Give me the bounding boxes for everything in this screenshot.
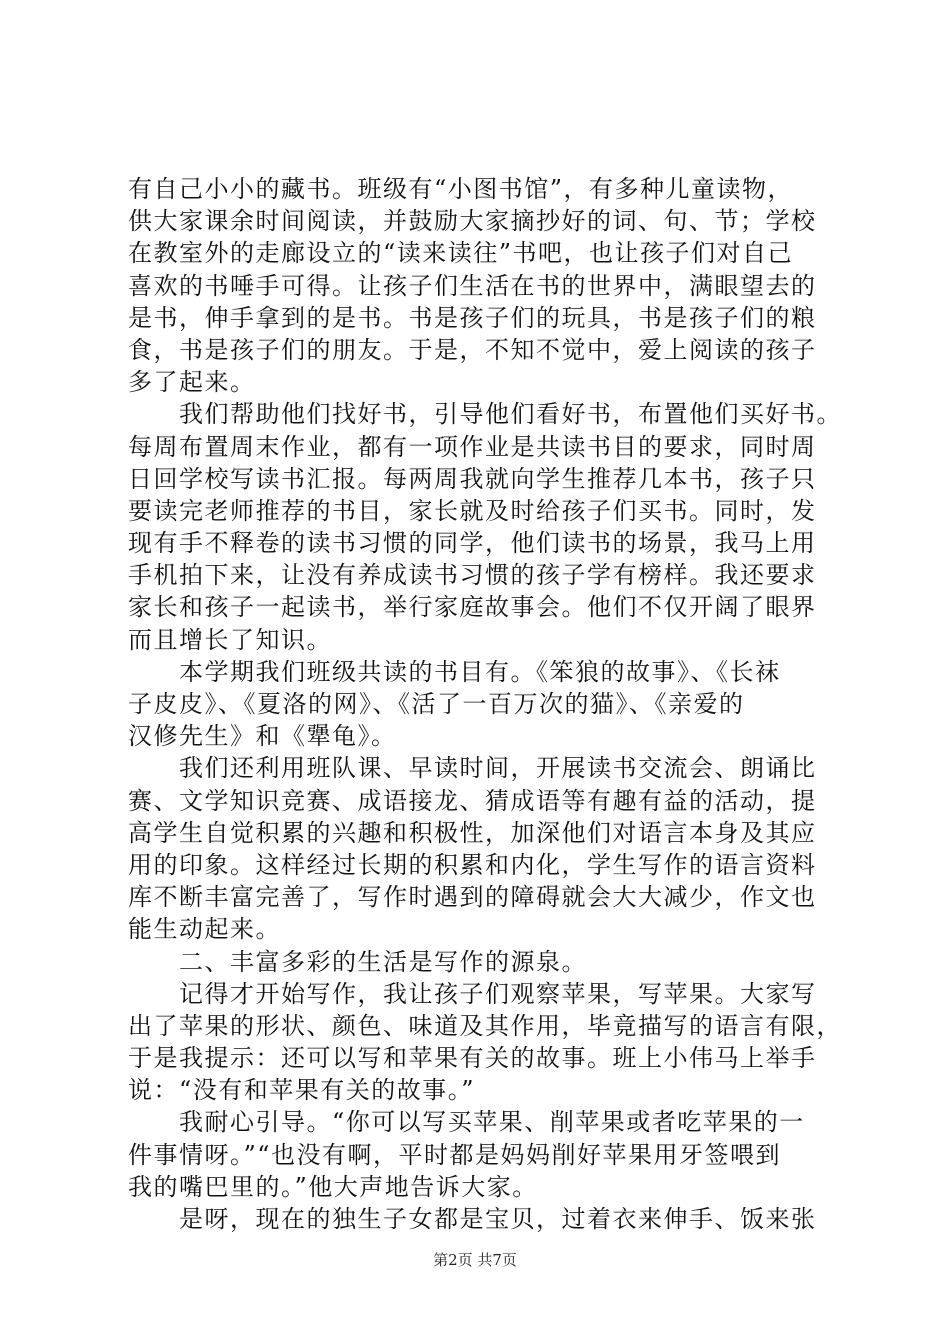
text-line: 库不断丰富完善了，写作时遇到的障碍就会大大减少，作文也 <box>128 883 817 912</box>
text-line: 手机拍下来，让没有养成读书习惯的孩子学有榜样。我还要求 <box>128 561 817 590</box>
text-line: 出了苹果的形状、颜色、味道及其作用，毕竟描写的语言有限， <box>128 1011 842 1040</box>
text-line: 是呀，现在的独生子女都是宝贝，过着衣来伸手、饭来张 <box>128 1205 817 1233</box>
text-line: 是书，伸手拿到的是书。书是孩子们的玩具，书是孩子们的粮 <box>128 303 817 332</box>
text-line: 用的印象。这样经过长期的积累和内化，学生写作的语言资料 <box>128 850 817 879</box>
section-heading: 二、丰富多彩的生活是写作的源泉。 <box>128 947 587 976</box>
text-line: 赛、文学知识竞赛、成语接龙、猜成语等有趣有益的活动，提 <box>128 786 817 815</box>
text-line: 本学期我们班级共读的书目有。《笨狼的故事》、《长袜 <box>128 657 781 686</box>
text-line: 食，书是孩子们的朋友。于是，不知不觉中，爱上阅读的孩子 <box>128 335 817 364</box>
text-line: 件事情呀。”“也没有啊，平时都是妈妈削好苹果用牙签喂到 <box>128 1140 782 1169</box>
text-line: 有自己小小的藏书。班级有“小图书馆”，有多种儿童读物， <box>128 175 794 203</box>
text-line: 供大家课余时间阅读，并鼓励大家摘抄好的词、句、节；学校 <box>128 207 817 236</box>
body-text <box>128 173 842 1235</box>
text-line: 高学生自觉积累的兴趣和积极性，加深他们对语言本身及其应 <box>128 818 817 847</box>
text-line: 喜欢的书唾手可得。让孩子们生活在书的世界中，满眼望去的 <box>128 271 817 300</box>
text-line: 我耐心引导。“你可以写买苹果、削苹果或者吃苹果的一 <box>128 1108 805 1137</box>
text-line: 而且增长了知识。 <box>128 625 332 654</box>
text-line: 能生动起来。 <box>128 915 281 944</box>
text-line: 汉修先生》和《犟龟》。 <box>128 722 397 751</box>
text-line: 在教室外的走廊设立的“读来读往”书吧，也让孩子们对自己 <box>128 239 794 268</box>
text-line: 日回学校写读书汇报。每两周我就向学生推荐几本书，孩子只 <box>128 464 817 493</box>
page-number-footer: 第2页 共7页 <box>433 1251 517 1269</box>
text-line: 多了起来。 <box>128 368 256 397</box>
text-line: 于是我提示：还可以写和苹果有关的故事。班上小伟马上举手 <box>128 1044 817 1073</box>
text-line: 子皮皮》、《夏洛的网》、《活了一百万次的猫》、《亲爱的 <box>128 690 745 718</box>
text-line: 现有手不释卷的读书习惯的同学，他们读书的场景，我马上用 <box>128 529 817 558</box>
text-line: 记得才开始写作，我让孩子们观察苹果，写苹果。大家写 <box>128 979 817 1008</box>
text-line: 我们还利用班队课、早读时间，开展读书交流会、朗诵比 <box>128 754 817 783</box>
text-line: 每周布置周末作业，都有一项作业是共读书目的要求，同时周 <box>128 432 817 461</box>
text-line: 要读完老师推荐的书目，家长就及时给孩子们买书。同时，发 <box>128 496 817 525</box>
text-line: 我们帮助他们找好书，引导他们看好书，布置他们买好书。 <box>128 400 842 429</box>
text-line: 家长和孩子一起读书，举行家庭故事会。他们不仅开阔了眼界 <box>128 593 817 622</box>
text-line: 我的嘴巴里的。”他大声地告诉大家。 <box>128 1172 538 1201</box>
text-line: 说：“没有和苹果有关的故事。” <box>128 1076 476 1105</box>
